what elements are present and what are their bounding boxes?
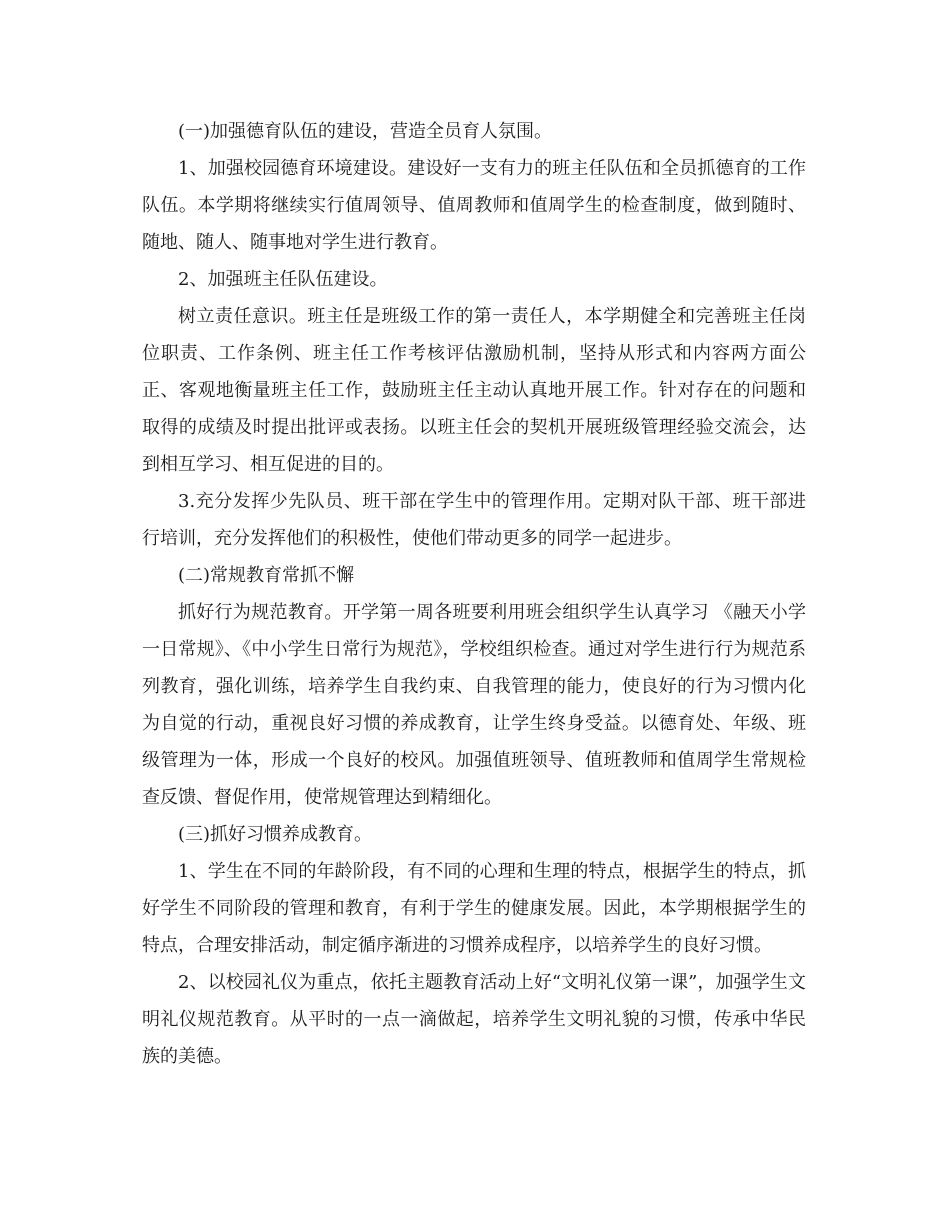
paragraph: 3.充分发挥少先队员、班干部在学生中的管理作用。定期对队干部、班干部进行培训，充分发挥他们的积极性，使他们带动更多的同学一起进步。 bbox=[142, 491, 806, 549]
section-heading-1: (一)加强德育队伍的建设，营造全员育人氛围。 bbox=[178, 121, 553, 142]
paragraph: 2、以校园礼仪为重点，依托主题教育活动上好“文明礼仪第一课”，加强学生文明礼仪规范教育。从平时的一点一滴做起，培养学生文明礼貌的习惯，传承中华民族的美德。 bbox=[142, 972, 806, 1067]
paragraph: 2、加强班主任队伍建设。 bbox=[178, 269, 388, 290]
paragraph: 1、加强校园德育环境建设。建设好一支有力的班主任队伍和全员抓德育的工作队伍。本学期将继续实行值周领导、值周教师和值周学生的检查制度，做到随时、随地、随人、随事地对学生进行教育。 bbox=[142, 158, 806, 253]
document-body bbox=[142, 113, 806, 1075]
paragraph: 树立责任意识。班主任是班级工作的第一责任人，本学期健全和完善班主任岗位职责、工作条例、班主任工作考核评估激励机制，坚持从形式和内容两方面公正、客观地衡量班主任工作，鼓励班主任主动认真地开展工作。针对存在的问题和取得的成绩及时提出批评或表扬。以班主任会的契机开展班级管理经验交流会，达到相互学习、相互促进的目的。 bbox=[142, 306, 806, 475]
paragraph: 抓好行为规范教育。开学第一周各班要利用班会组织学生认真学习 《融天小学一日常规》、《中小学生日常行为规范》，学校组织检查。通过对学生进行行为规范系列教育，强化训练，培养学生自我约束、自我管理的能力，使良好的行为习惯内化为自觉的行动，重视良好习惯的养成教育，让学生终身受益。以德育处、年级、班级管理为一体，形成一个良好的校风。加强值班领导、值班教师和值周学生常规检查反馈、督促作用，使常规管理达到精细化。 bbox=[142, 602, 806, 808]
paragraph: 1、学生在不同的年龄阶段，有不同的心理和生理的特点，根据学生的特点，抓好学生不同阶段的管理和教育，有利于学生的健康发展。因此，本学期根据学生的特点，合理安排活动，制定循序渐进的习惯养成程序，以培养学生的良好习惯。 bbox=[142, 861, 806, 956]
section-heading-3: (三)抓好习惯养成教育。 bbox=[178, 824, 373, 845]
section-heading-2: (二)常规教育常抓不懈 bbox=[178, 565, 355, 586]
